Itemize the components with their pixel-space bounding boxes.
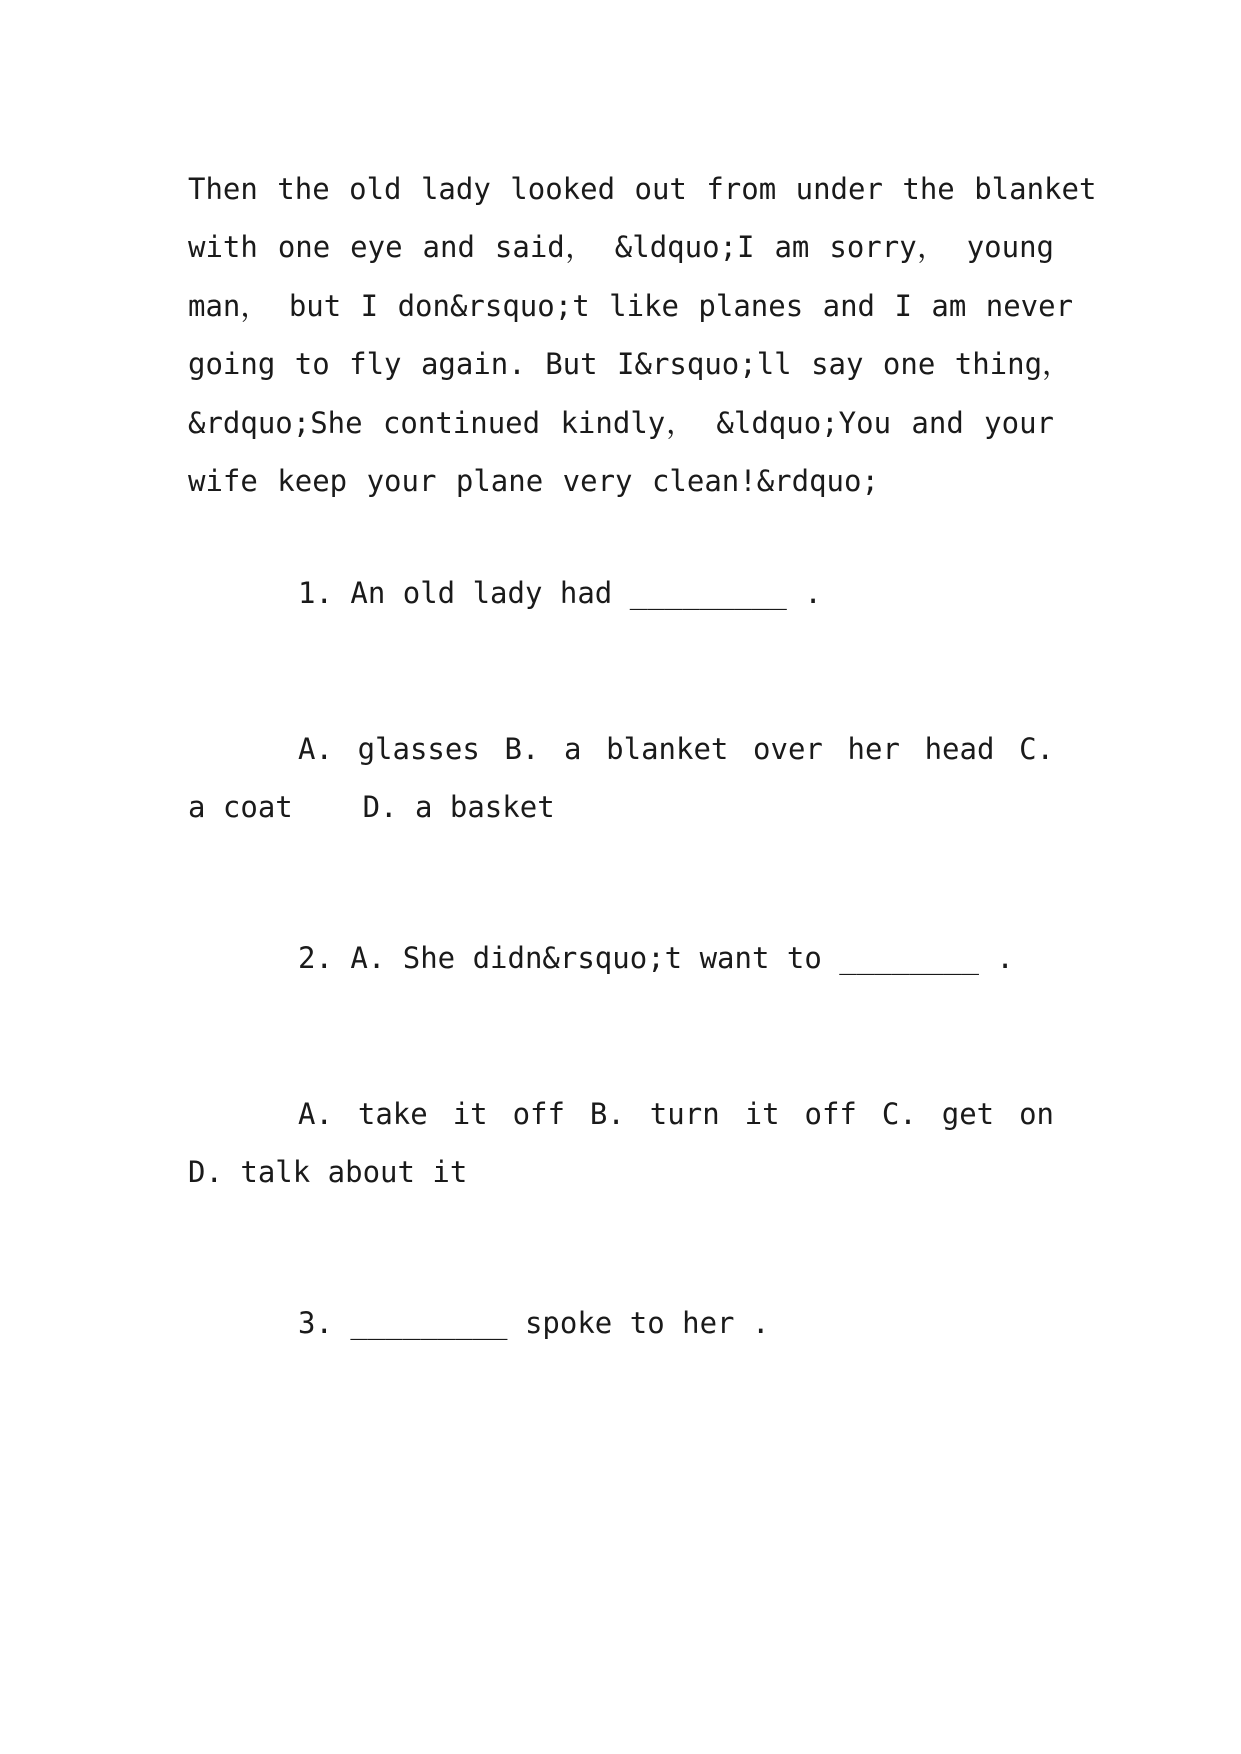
options-line: a coat D. a basket xyxy=(188,790,555,825)
question-stem: 2. A. She didn&rsquo;t want to ________ . xyxy=(298,941,1014,975)
question-1 xyxy=(188,564,1054,622)
question-1-options xyxy=(188,720,1054,837)
options-line: D. talk about it xyxy=(188,1155,468,1190)
passage-line: Then the old lady looked out from under the blanket xyxy=(188,172,1097,206)
options-line: A. take it off B. turn it off C. get on xyxy=(298,1097,1054,1131)
passage-line: wife keep your plane very clean!&rdquo; xyxy=(188,464,879,499)
question-3 xyxy=(188,1294,1054,1352)
passage-line: with one eye and said， &ldquo;I am sorry， young xyxy=(188,230,1054,265)
passage-line: man， but I don&rsquo;t like planes and I am never xyxy=(188,288,1074,323)
reading-passage xyxy=(188,160,1097,510)
passage-line: &rdquo;She continued kindly， &ldquo;You and your xyxy=(188,405,1054,440)
question-2 xyxy=(188,929,1054,987)
options-line: A. glasses B. a blanket over her head C. xyxy=(298,732,1054,766)
question-2-options xyxy=(188,1085,1054,1202)
question-stem: 3. _________ spoke to her . xyxy=(298,1306,770,1340)
question-stem: 1. An old lady had _________ . xyxy=(298,576,822,610)
passage-line: going to fly again. But I&rsquo;ll say one thing， xyxy=(188,347,1072,382)
